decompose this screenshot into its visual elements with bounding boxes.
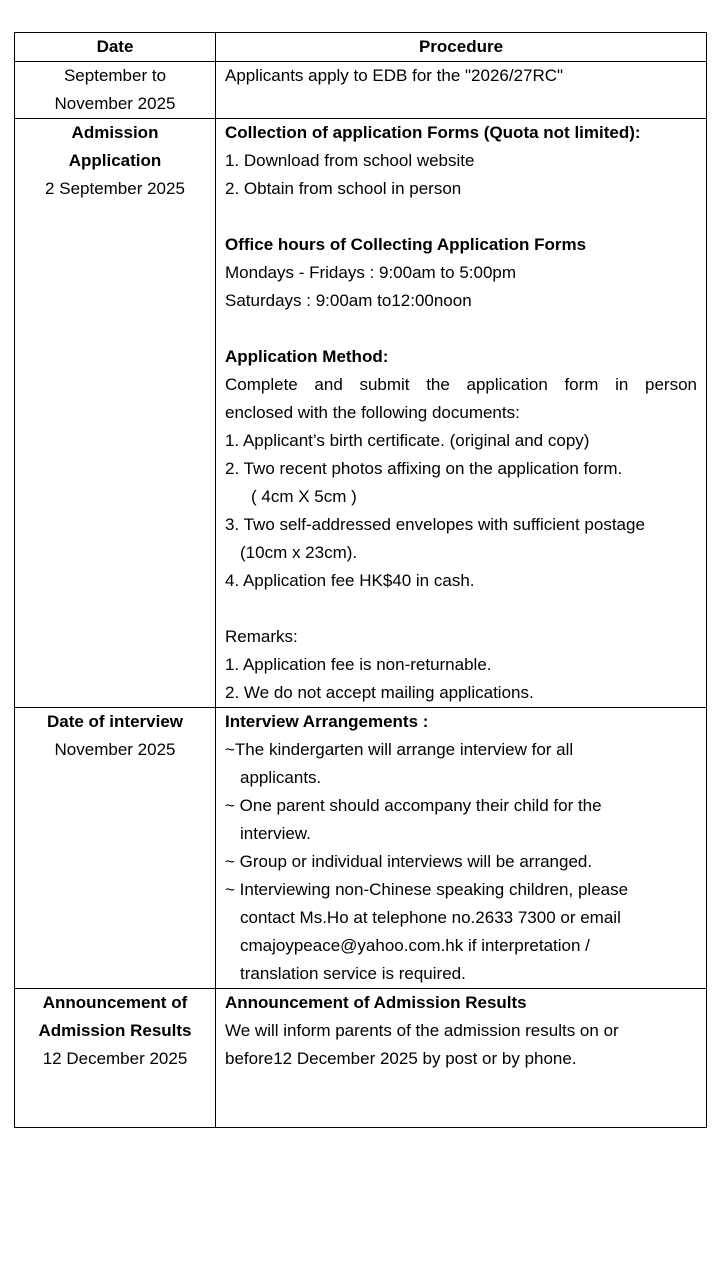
announcement-title: Announcement of Admission Results — [225, 993, 527, 1012]
document-item-detail: (10cm x 23cm). — [240, 543, 358, 562]
date-cell-edb-application — [15, 62, 216, 119]
date-cell-admission-application — [15, 119, 216, 708]
interview-title: Interview Arrangements : — [225, 712, 429, 731]
interview-item: ~ One parent should accompany their child for the — [225, 796, 602, 815]
date-line: November 2025 — [54, 94, 176, 113]
admission-schedule-table — [14, 32, 707, 1128]
procedure-text: Applicants apply to EDB for the "2026/27RC" — [225, 66, 564, 85]
remarks-title: Remarks: — [225, 627, 298, 646]
date-column-header: Date — [15, 33, 216, 62]
interview-item-cont: interview. — [240, 824, 311, 843]
interview-item-cont: cmajoypeace@yahoo.com.hk if interpretation / — [240, 936, 590, 955]
remark-item: 1. Application fee is non-returnable. — [225, 655, 492, 674]
date-line: 12 December 2025 — [42, 1049, 188, 1068]
interview-item: ~The kindergarten will arrange interview for all — [225, 740, 574, 759]
date-line: Application — [68, 151, 162, 170]
table-row — [15, 62, 707, 119]
date-line: 2 September 2025 — [45, 179, 185, 198]
document-item: 4. Application fee HK$40 in cash. — [225, 571, 475, 590]
spacer — [225, 315, 697, 343]
announcement-text: before12 December 2025 by post or by phone. — [225, 1049, 577, 1068]
table-row — [15, 989, 707, 1128]
procedure-cell-announcement — [216, 989, 707, 1128]
interview-item-cont: translation service is required. — [240, 964, 466, 983]
procedure-column-header: Procedure — [216, 33, 707, 62]
collection-title: Collection of application Forms (Quota not limited): — [225, 123, 641, 142]
table-row — [15, 119, 707, 708]
spacer — [225, 203, 697, 231]
procedure-cell-admission-application — [216, 119, 707, 708]
date-line: Date of interview — [46, 712, 184, 731]
date-line: Admission — [71, 123, 159, 142]
office-hours-title: Office hours of Collecting Application Forms — [225, 235, 587, 254]
date-line: Announcement of — [42, 993, 188, 1012]
document-item: 1. Applicant’s birth certificate. (original and copy) — [225, 431, 590, 450]
document-item: 3. Two self-addressed envelopes with sufficient postage — [225, 515, 645, 534]
date-line: Admission Results — [38, 1021, 192, 1040]
collection-item: 2. Obtain from school in person — [225, 179, 462, 198]
table-row — [15, 708, 707, 989]
remark-item: 2. We do not accept mailing applications. — [225, 683, 534, 702]
date-line: September to — [63, 66, 167, 85]
spacer — [225, 595, 697, 623]
collection-item: 1. Download from school website — [225, 151, 475, 170]
method-intro: enclosed with the following documents: — [225, 403, 520, 422]
interview-item-cont: contact Ms.Ho at telephone no.2633 7300 or email — [240, 908, 621, 927]
announcement-text: We will inform parents of the admission results on or — [225, 1021, 619, 1040]
table-header-row — [15, 33, 707, 62]
office-hours-item: Mondays - Fridays : 9:00am to 5:00pm — [225, 263, 517, 282]
interview-item: ~ Group or individual interviews will be arranged. — [225, 852, 593, 871]
date-cell-interview — [15, 708, 216, 989]
office-hours-item: Saturdays : 9:00am to12:00noon — [225, 291, 472, 310]
method-title: Application Method: — [225, 347, 389, 366]
interview-item-cont: applicants. — [240, 768, 322, 787]
document-item-detail: ( 4cm X 5cm ) — [251, 487, 357, 506]
procedure-cell-edb-application — [216, 62, 707, 119]
date-cell-announcement — [15, 989, 216, 1128]
document-item: 2. Two recent photos affixing on the application form. — [225, 459, 623, 478]
procedure-cell-interview — [216, 708, 707, 989]
method-intro: Complete and submit the application form in person — [225, 375, 697, 394]
date-line: November 2025 — [54, 740, 176, 759]
interview-item: ~ Interviewing non-Chinese speaking children, please — [225, 880, 629, 899]
